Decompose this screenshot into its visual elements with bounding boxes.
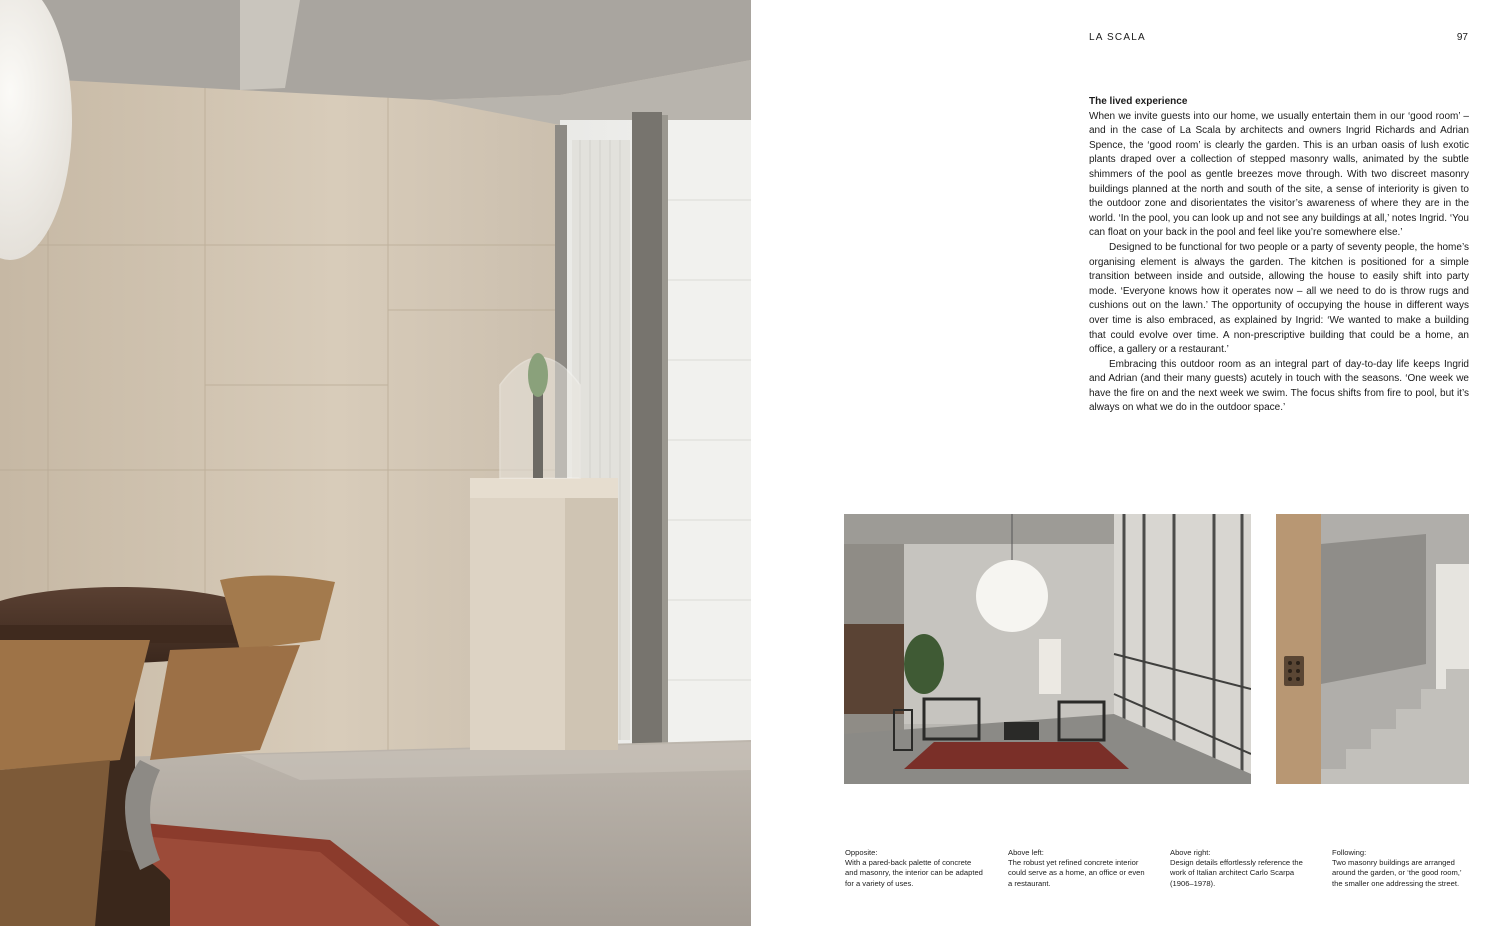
- caption-opposite: [845, 848, 985, 889]
- caption-above-right: [1170, 848, 1310, 889]
- page-number: 97: [1456, 32, 1468, 43]
- concrete-interior-photo: [844, 514, 1251, 784]
- caption-text: With a pared-back palette of concrete and masonry, the interior can be adapted for a variety of uses.: [845, 858, 983, 888]
- stair-detail-photo: [1276, 514, 1469, 784]
- caption-label: Following:: [1332, 848, 1367, 857]
- article-paragraph-2: Designed to be functional for two people or a party of seventy people, the home’s organising element is always the garden. The kitchen is positioned for a simple transition between inside and outside, allowing the house to easily shift into party mode. ‘Everyone knows how it operates now – all we need to do is throw rugs and cushions out on the lawn.’ The opportunity of occupying the house in different ways over time is also embraced, as explained by Ingrid: ‘We wanted to make a building that could evolve over time. A non-prescriptive building that could be a home, an office, a gallery or a restaurant.’: [1089, 241, 1469, 356]
- article-paragraph-3: Embracing this outdoor room as an integral part of day-to-day life keeps Ingrid and Adrian (and their many guests) acutely in touch with the seasons. ‘One week we have the fire on and the next week we swim. The focus shifts from fire to pool, but it’s always on what we do in the outdoor space.’: [1089, 358, 1469, 414]
- article-body: [1089, 95, 1469, 416]
- caption-label: Opposite:: [845, 848, 878, 857]
- article-paragraph-1: When we invite guests into our home, we usually entertain them in our ‘good room’ – and in the case of La Scala by architects and owners Ingrid Richards and Adrian Spence, the ‘good room’ is clearly the garden. This is an urban oasis of lush exotic plants draped over a collection of stepped masonry walls, animated by the subtle shimmers of the pool as gentle breezes move through. With two discreet masonry buildings planned at the north and south of the site, a sense of interiority is given to the outdoor zone and disorientates the visitor’s awareness of where they are in the world. ‘In the pool, you can look up and not see any buildings at all,’ notes Ingrid. ‘You can float on your back in the pool and feel like you’re somewhere else.’: [1089, 110, 1469, 239]
- caption-above-left: [1008, 848, 1148, 889]
- caption-text: Design details effortlessly reference the work of Italian architect Carlo Scarpa (1906–1978).: [1170, 858, 1303, 888]
- caption-text: Two masonry buildings are arranged around the garden, or ‘the good room,’ the smaller one addressing the street.: [1332, 858, 1462, 888]
- running-head: LA SCALA: [1089, 32, 1146, 43]
- caption-label: Above right:: [1170, 848, 1211, 857]
- caption-text: The robust yet refined concrete interior could serve as a home, an office or even a restaurant.: [1008, 858, 1145, 888]
- caption-label: Above left:: [1008, 848, 1044, 857]
- caption-following: [1332, 848, 1472, 889]
- article-heading: The lived experience: [1089, 96, 1188, 107]
